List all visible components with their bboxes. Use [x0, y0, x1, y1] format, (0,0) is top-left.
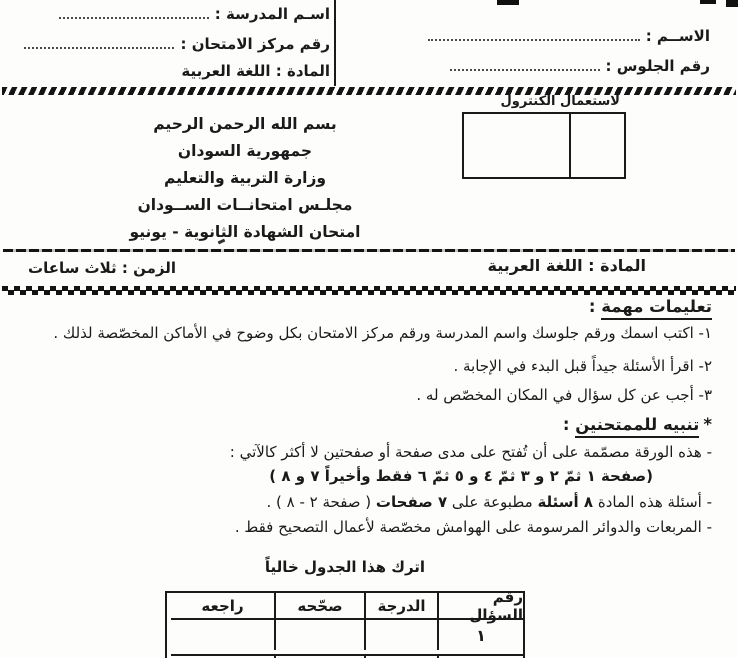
- table-title: اترك هذا الجدول خالياً: [264, 558, 426, 576]
- instruction-item-2: ٢- اقرأ الأسئلة جيداً قبل البدء في الإجابة .: [453, 357, 712, 375]
- notice-item-1: - هذه الورقة مصمّمة على أن تُفتح على مدى صفحة أو صفحتين لا أكثر كالآتي :: [229, 443, 712, 461]
- notice-item-2-mid: مطبوعة على: [447, 493, 538, 511]
- instruction-item-1: ١- اكتب اسمك ورقم جلوسك واسم المدرسة ورقم مركز الامتحان بكل وضوح في الأماكن المخصّصة لذلك .: [53, 324, 712, 342]
- question-number-cell: ١: [437, 620, 523, 650]
- control-use-label: لاستعمال الكنترول: [500, 94, 620, 109]
- scan-artifact: [700, 0, 716, 4]
- mark-cell[interactable]: [364, 620, 437, 650]
- column-header-question-number: رقم السؤال: [437, 593, 523, 620]
- instructions-title-text: تعليمات مهمة: [601, 297, 712, 320]
- exam-center-field: [24, 35, 330, 53]
- mark-cell[interactable]: [364, 654, 437, 658]
- notice-item-2-questions-count: ٨ أسئلة: [537, 493, 594, 511]
- notice-item-pages: (صفحة ١ ثمّ ٢ و ٣ ثمّ ٤ و ٥ ثمّ ٦ فقط وأخيراً ٧ و ٨ ): [269, 467, 653, 485]
- exam-board-line: مجلـس امتحانــات الســودان: [137, 196, 353, 214]
- notice-title-text: تنبيه للممتحنين: [575, 415, 699, 438]
- column-header-corrected-by: صحّحه: [274, 593, 364, 620]
- grading-table: [165, 587, 525, 658]
- exam-center-label: رقم مركز الامتحان :: [180, 35, 330, 53]
- checkered-separator: [2, 286, 736, 295]
- notice-item-2-pages-count: ٧ صفحات: [375, 493, 448, 511]
- exam-title-line: امتحان الشهادة الثانوية - يونيو: [129, 223, 361, 241]
- time-allowed-label: الزمن : ثلاث ساعات: [28, 259, 176, 277]
- seat-number-fill-line[interactable]: [450, 69, 600, 71]
- reviewed-by-cell[interactable]: [171, 654, 274, 658]
- notice-item-2-pre: - أسئلة هذه المادة: [593, 493, 712, 511]
- school-name-fill-line[interactable]: [59, 17, 209, 19]
- question-number-cell: [437, 654, 523, 658]
- asterisk-mark: *: [703, 415, 712, 434]
- subject-header-text: المادة : اللغة العربية: [181, 62, 330, 80]
- ministry-line: وزارة التربية والتعليم: [163, 169, 327, 187]
- table-row: [167, 620, 523, 650]
- scan-artifact: [497, 0, 519, 5]
- seat-number-field: [450, 57, 710, 75]
- notice-title-colon: :: [562, 415, 576, 434]
- notice-item-2-post: ( صفحة ٢ - ٨ ) .: [266, 493, 376, 511]
- student-name-label: الاســم :: [645, 27, 710, 45]
- school-name-label: اسـم المدرسة :: [214, 5, 330, 23]
- column-header-reviewed-by: راجعه: [171, 593, 274, 620]
- student-name-field: [428, 27, 710, 45]
- seat-number-label: رقم الجلوس :: [605, 57, 710, 75]
- subject-label: المادة : اللغة العربية: [487, 256, 646, 275]
- corrected-by-cell[interactable]: [274, 654, 364, 658]
- scan-artifact: [726, 0, 738, 7]
- instructions-title-colon: :: [588, 297, 602, 316]
- header-divider-line: [334, 0, 336, 86]
- exam-center-fill-line[interactable]: [24, 47, 174, 49]
- control-use-box[interactable]: [462, 112, 626, 179]
- hatched-separator: [2, 87, 736, 95]
- basmala-line: بسم الله الرحمن الرحيم: [153, 115, 337, 133]
- student-name-fill-line[interactable]: [428, 39, 640, 41]
- control-box-divider: [569, 114, 571, 177]
- corrected-by-cell[interactable]: [274, 620, 364, 650]
- notice-item-2: [266, 493, 712, 511]
- notice-item-3: - المربعات والدوائر المرسومة على الهوامش مخصّصة لأعمال التصحيح فقط .: [234, 518, 712, 536]
- table-row: [167, 654, 523, 658]
- school-name-field: [59, 5, 330, 23]
- dashed-separator: [3, 249, 735, 252]
- column-header-mark: الدرجة: [364, 593, 437, 620]
- country-line: جمهورية السودان: [177, 142, 313, 160]
- notice-title: [563, 415, 712, 434]
- table-header-row: [167, 587, 523, 624]
- instruction-item-3: ٣- أجب عن كل سؤال في المكان المخصّص له .: [416, 386, 712, 404]
- subject-header-label: [175, 62, 330, 80]
- instructions-title: [589, 297, 712, 316]
- organisation-block: [95, 111, 395, 246]
- reviewed-by-cell[interactable]: [171, 620, 274, 650]
